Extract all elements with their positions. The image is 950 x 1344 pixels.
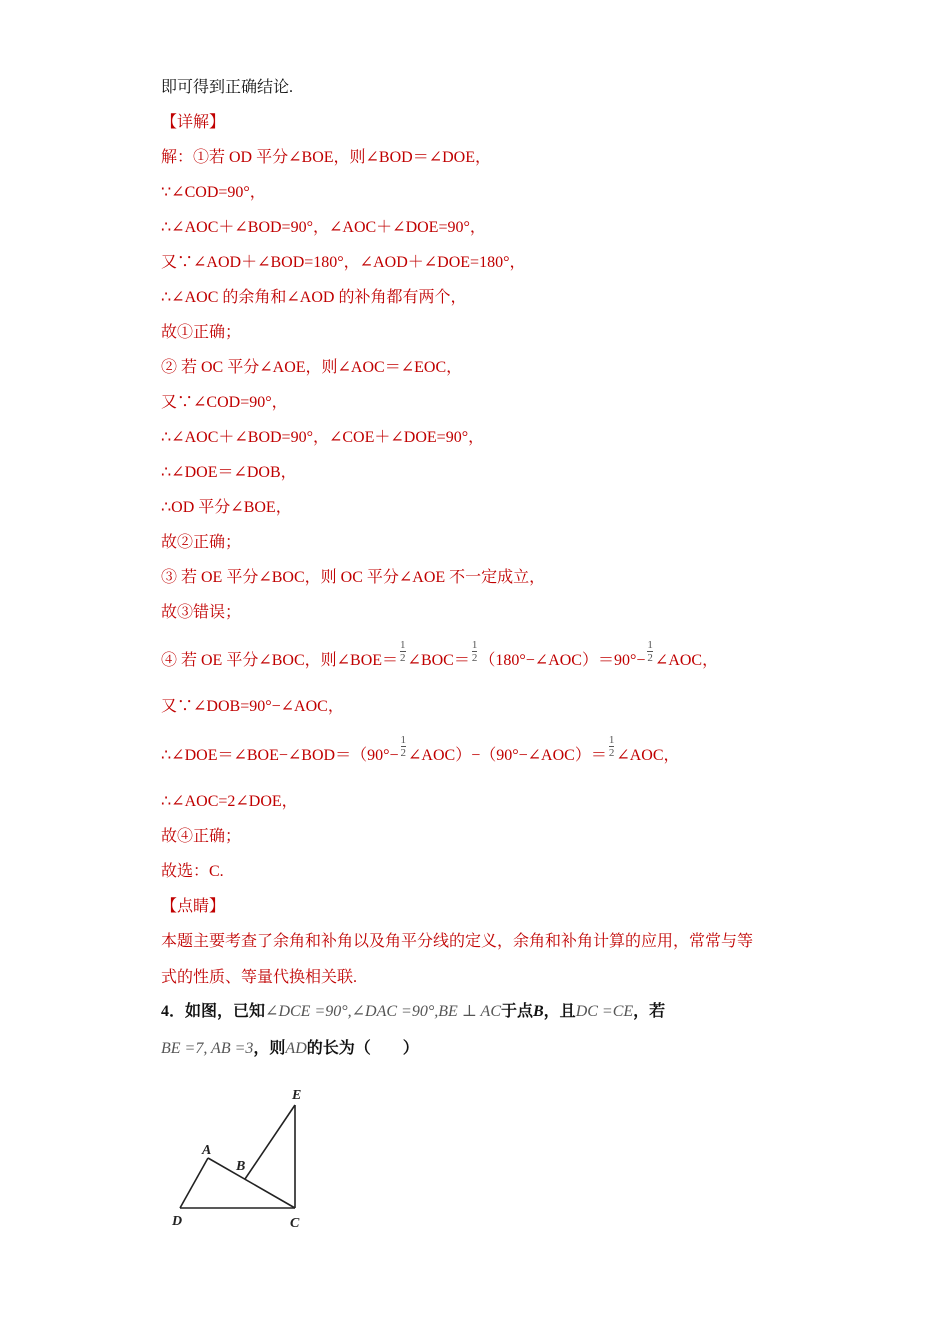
q4-text-3: ，且	[543, 1003, 576, 1020]
solution-line: ∴∠AOC＋∠BOD=90°，∠COE＋∠DOE=90°，	[161, 429, 485, 446]
question-4-line-1	[161, 1002, 665, 1022]
q4-b: B	[533, 1003, 544, 1020]
q4-text-5: ，则	[253, 1040, 286, 1057]
solution-line: ∴∠DOE＝∠DOB，	[161, 464, 297, 481]
solution-line: 【详解】	[161, 114, 226, 131]
segment-eb	[245, 1105, 295, 1179]
label-a: A	[202, 1143, 212, 1158]
solution-line: 又∵∠AOD＋∠BOD=180°，∠AOD＋∠DOE=180°，	[161, 254, 526, 271]
dianjing-text-1: 本题主要考查了余角和补角以及角平分线的定义，余角和补角计算的应用，常常与等	[161, 933, 754, 950]
frac-num: 1	[400, 639, 406, 651]
dianjing-text-2: 式的性质、等量代换相关联.	[161, 969, 358, 986]
line4c: （180°−∠AOC）＝90°−	[479, 652, 646, 670]
label-e: E	[292, 1088, 302, 1103]
label-c: C	[290, 1216, 300, 1231]
question-4-line-2	[161, 1039, 419, 1059]
solution-line: ∴∠AOC 的余角和∠AOD 的补角都有两个，	[161, 289, 467, 306]
frac-den: 2	[647, 652, 653, 664]
solution-line: 故①正确；	[161, 324, 242, 341]
q4-text-2: 于点	[500, 1003, 533, 1020]
solution-line: 又∵∠COD=90°，	[161, 394, 288, 411]
solution-line: ③ 若 OE 平分∠BOC，则 OC 平分∠AOE 不一定成立，	[161, 569, 546, 586]
q4-math-3: BE =7, AB =3	[161, 1040, 254, 1057]
frac-num: 1	[647, 639, 653, 651]
solution-line: ∴∠AOC＋∠BOD=90°，∠AOC＋∠DOE=90°，	[161, 219, 486, 236]
question-number: 4．	[161, 1003, 186, 1020]
fraction	[647, 639, 653, 664]
solution-line: 故④正确；	[161, 828, 242, 845]
solution-line: 即可得到正确结论.	[161, 79, 294, 96]
line4d: ∠AOC，	[654, 652, 719, 670]
solution-line: 故选：C.	[161, 863, 224, 880]
q4-text-1: 如图，已知	[185, 1003, 266, 1020]
solution-line-6	[161, 734, 680, 769]
q4-math-1: ∠DCE =90°,∠DAC =90°,BE ⊥ AC	[265, 1003, 501, 1020]
dianjing-title: 【点睛】	[161, 898, 226, 915]
fraction	[401, 734, 407, 759]
solution-line: ② 若 OC 平分∠AOE，则∠AOC＝∠EOC，	[161, 359, 463, 376]
label-d: D	[172, 1214, 183, 1229]
frac-den: 2	[400, 652, 406, 664]
solution-line-5: 又∵∠DOB=90°−∠AOC，	[161, 698, 344, 715]
q4-text-6: 的长为（ ）	[306, 1040, 419, 1057]
solution-line: ∵∠COD=90°，	[161, 184, 266, 201]
solution-line: 故②正确；	[161, 534, 242, 551]
solution-line: ∴OD 平分∠BOE，	[161, 499, 292, 516]
solution-line: ∴∠AOC=2∠DOE，	[161, 793, 298, 810]
frac-den: 2	[471, 652, 478, 664]
fraction	[400, 639, 406, 664]
solution-line: 故③错误；	[161, 604, 242, 621]
geometry-diagram	[160, 1075, 340, 1245]
line6b: ∠AOC）−（90°−∠AOC）＝	[408, 747, 607, 765]
label-b: B	[236, 1159, 246, 1174]
line4a: ④ 若 OE 平分∠BOC，则∠BOE＝	[161, 652, 399, 670]
q4-math-2: DC =CE	[575, 1003, 634, 1020]
line6c: ∠AOC，	[616, 747, 680, 765]
frac-num: 1	[471, 639, 478, 651]
line6a: ∴∠DOE＝∠BOE−∠BOD＝（90°−	[161, 747, 399, 765]
solution-line-4	[161, 639, 719, 674]
segment-da	[180, 1158, 208, 1208]
frac-num: 1	[608, 734, 615, 746]
solution-line: 解：①若 OD 平分∠BOE，则∠BOD＝∠DOE，	[161, 149, 491, 166]
frac-den: 2	[608, 747, 615, 759]
fraction	[609, 734, 615, 759]
line4b: ∠BOC＝	[407, 652, 470, 670]
frac-den: 2	[400, 747, 407, 759]
segment-ac	[208, 1158, 295, 1208]
fraction	[472, 639, 478, 664]
frac-num: 1	[400, 734, 407, 746]
q4-math-4: AD	[285, 1040, 307, 1057]
q4-text-4: ，若	[633, 1003, 666, 1020]
